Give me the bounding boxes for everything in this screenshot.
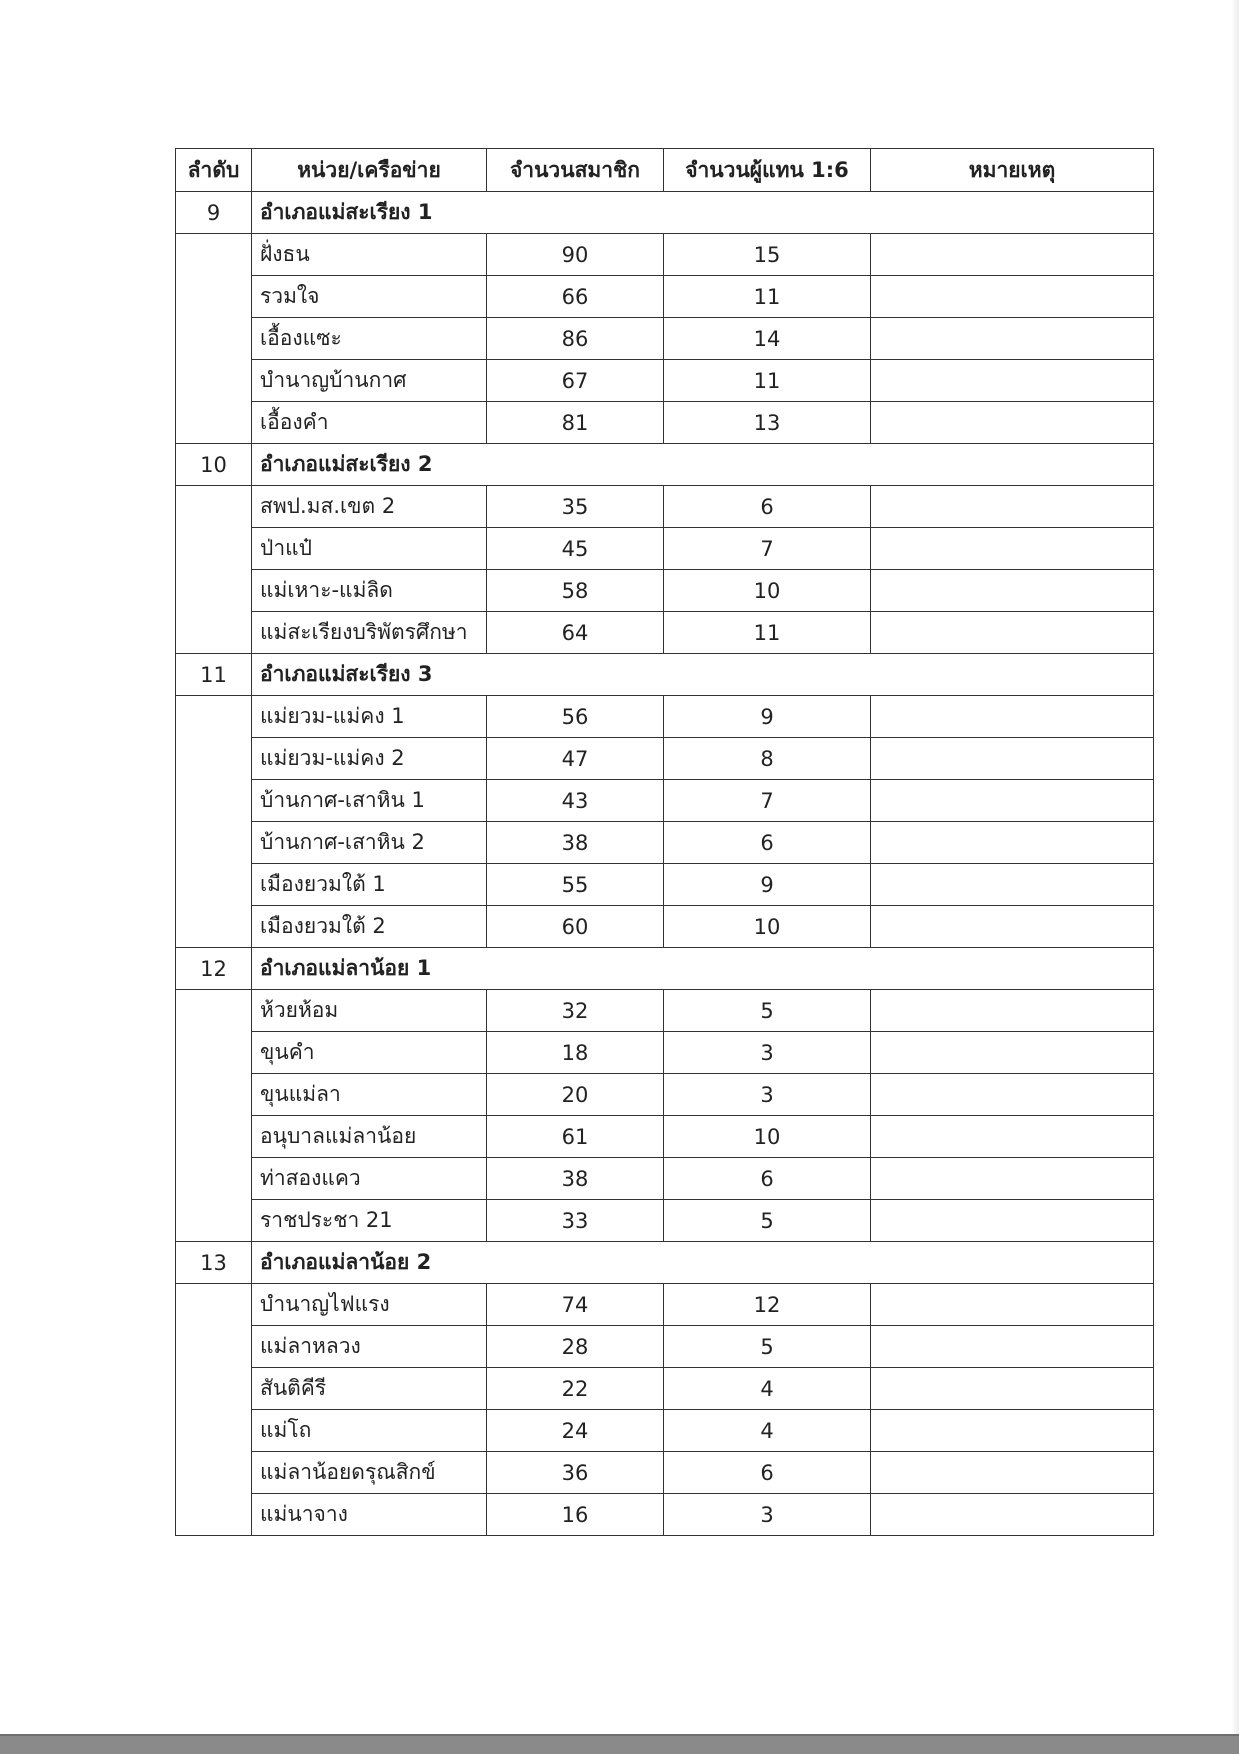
members-cell: 32 — [487, 990, 664, 1032]
order-spacer-cell — [176, 234, 252, 444]
representatives-cell: 6 — [664, 1158, 871, 1200]
representatives-cell: 11 — [664, 276, 871, 318]
table-row — [176, 570, 1154, 612]
table-row — [176, 822, 1154, 864]
note-cell — [871, 780, 1154, 822]
representatives-cell: 5 — [664, 990, 871, 1032]
unit-cell: เมืองยวมใต้ 1 — [252, 864, 487, 906]
unit-cell: สพป.มส.เขต 2 — [252, 486, 487, 528]
members-cell: 47 — [487, 738, 664, 780]
representatives-cell: 13 — [664, 402, 871, 444]
table-row — [176, 402, 1154, 444]
unit-cell: บำนาญบ้านกาศ — [252, 360, 487, 402]
note-cell — [871, 906, 1154, 948]
unit-cell: ขุนแม่ลา — [252, 1074, 487, 1116]
note-cell — [871, 1284, 1154, 1326]
table-row — [176, 1116, 1154, 1158]
table-row — [176, 1410, 1154, 1452]
members-cell: 18 — [487, 1032, 664, 1074]
table-row — [176, 1074, 1154, 1116]
order-spacer-cell — [176, 486, 252, 654]
members-cell: 45 — [487, 528, 664, 570]
unit-cell: บำนาญไฟแรง — [252, 1284, 487, 1326]
note-cell — [871, 1368, 1154, 1410]
group-row — [176, 654, 1154, 696]
unit-cell: ขุนคำ — [252, 1032, 487, 1074]
order-spacer-cell — [176, 1284, 252, 1536]
representatives-cell: 10 — [664, 570, 871, 612]
note-cell — [871, 864, 1154, 906]
note-cell — [871, 234, 1154, 276]
note-cell — [871, 990, 1154, 1032]
members-cell: 28 — [487, 1326, 664, 1368]
order-spacer-cell — [176, 990, 252, 1242]
unit-cell: แม่นาจาง — [252, 1494, 487, 1536]
unit-cell: แม่เหาะ-แม่ลิด — [252, 570, 487, 612]
representatives-cell: 11 — [664, 612, 871, 654]
note-cell — [871, 360, 1154, 402]
representatives-cell: 5 — [664, 1200, 871, 1242]
unit-cell: แม่ลาน้อยดรุณสิกข์ — [252, 1452, 487, 1494]
representatives-cell: 11 — [664, 360, 871, 402]
table-row — [176, 864, 1154, 906]
members-cell: 38 — [487, 822, 664, 864]
note-cell — [871, 1116, 1154, 1158]
note-cell — [871, 1032, 1154, 1074]
group-row — [176, 444, 1154, 486]
table-row — [176, 1326, 1154, 1368]
note-cell — [871, 1074, 1154, 1116]
note-cell — [871, 402, 1154, 444]
representatives-cell: 3 — [664, 1074, 871, 1116]
representatives-cell: 4 — [664, 1368, 871, 1410]
representatives-cell: 7 — [664, 780, 871, 822]
members-cell: 43 — [487, 780, 664, 822]
representatives-cell: 9 — [664, 864, 871, 906]
unit-cell: สันติคีรี — [252, 1368, 487, 1410]
members-cell: 64 — [487, 612, 664, 654]
members-cell: 36 — [487, 1452, 664, 1494]
table-row — [176, 1452, 1154, 1494]
group-order: 11 — [176, 654, 252, 696]
table-row — [176, 528, 1154, 570]
members-cell: 24 — [487, 1410, 664, 1452]
members-cell: 66 — [487, 276, 664, 318]
group-name: อำเภอแม่สะเรียง 3 — [252, 654, 1154, 696]
table-row — [176, 276, 1154, 318]
page-edge-shadow — [1231, 0, 1239, 1754]
unit-cell: เอื้องแซะ — [252, 318, 487, 360]
group-name: อำเภอแม่ลาน้อย 1 — [252, 948, 1154, 990]
note-cell — [871, 276, 1154, 318]
group-name: อำเภอแม่สะเรียง 2 — [252, 444, 1154, 486]
table-row — [176, 696, 1154, 738]
note-cell — [871, 1494, 1154, 1536]
group-name: อำเภอแม่ลาน้อย 2 — [252, 1242, 1154, 1284]
scan-bottom-border — [0, 1734, 1239, 1754]
representatives-cell: 4 — [664, 1410, 871, 1452]
unit-cell: แม่ยวม-แม่คง 1 — [252, 696, 487, 738]
note-cell — [871, 1410, 1154, 1452]
members-cell: 58 — [487, 570, 664, 612]
representatives-cell: 12 — [664, 1284, 871, 1326]
table-row — [176, 318, 1154, 360]
members-cell: 55 — [487, 864, 664, 906]
members-cell: 20 — [487, 1074, 664, 1116]
table-row — [176, 1284, 1154, 1326]
note-cell — [871, 1452, 1154, 1494]
table-row — [176, 1158, 1154, 1200]
unit-cell: เอื้องคำ — [252, 402, 487, 444]
members-cell: 22 — [487, 1368, 664, 1410]
group-row — [176, 192, 1154, 234]
members-cell: 33 — [487, 1200, 664, 1242]
note-cell — [871, 1158, 1154, 1200]
representatives-cell: 6 — [664, 822, 871, 864]
note-cell — [871, 822, 1154, 864]
representatives-cell: 15 — [664, 234, 871, 276]
representatives-cell: 14 — [664, 318, 871, 360]
header-order: ลำดับ — [176, 149, 252, 192]
header-row — [176, 149, 1154, 192]
table-row — [176, 990, 1154, 1032]
representatives-cell: 8 — [664, 738, 871, 780]
unit-cell: แม่ยวม-แม่คง 2 — [252, 738, 487, 780]
table-row — [176, 486, 1154, 528]
note-cell — [871, 1326, 1154, 1368]
unit-cell: เมืองยวมใต้ 2 — [252, 906, 487, 948]
header-unit: หน่วย/เครือข่าย — [252, 149, 487, 192]
unit-cell: อนุบาลแม่ลาน้อย — [252, 1116, 487, 1158]
header-note: หมายเหตุ — [871, 149, 1154, 192]
table-row — [176, 1200, 1154, 1242]
table-row — [176, 1032, 1154, 1074]
group-row — [176, 948, 1154, 990]
table-body — [176, 192, 1154, 1536]
representatives-cell: 6 — [664, 486, 871, 528]
table-row — [176, 780, 1154, 822]
table-row — [176, 1494, 1154, 1536]
members-cell: 38 — [487, 1158, 664, 1200]
note-cell — [871, 318, 1154, 360]
table-row — [176, 738, 1154, 780]
representatives-cell: 3 — [664, 1494, 871, 1536]
members-cell: 90 — [487, 234, 664, 276]
note-cell — [871, 486, 1154, 528]
note-cell — [871, 612, 1154, 654]
note-cell — [871, 738, 1154, 780]
unit-cell: แม่โถ — [252, 1410, 487, 1452]
representatives-cell: 5 — [664, 1326, 871, 1368]
group-order: 9 — [176, 192, 252, 234]
note-cell — [871, 696, 1154, 738]
unit-cell: แม่ลาหลวง — [252, 1326, 487, 1368]
members-cell: 60 — [487, 906, 664, 948]
representatives-cell: 9 — [664, 696, 871, 738]
table-row — [176, 906, 1154, 948]
members-cell: 86 — [487, 318, 664, 360]
members-cell: 81 — [487, 402, 664, 444]
note-cell — [871, 528, 1154, 570]
table-row — [176, 234, 1154, 276]
members-cell: 16 — [487, 1494, 664, 1536]
group-order: 12 — [176, 948, 252, 990]
members-cell: 61 — [487, 1116, 664, 1158]
representatives-cell: 3 — [664, 1032, 871, 1074]
table-row — [176, 1368, 1154, 1410]
unit-cell: ป่าแป๋ — [252, 528, 487, 570]
group-order: 13 — [176, 1242, 252, 1284]
group-row — [176, 1242, 1154, 1284]
unit-cell: รวมใจ — [252, 276, 487, 318]
representatives-cell: 7 — [664, 528, 871, 570]
note-cell — [871, 570, 1154, 612]
group-order: 10 — [176, 444, 252, 486]
order-spacer-cell — [176, 696, 252, 948]
members-cell: 35 — [487, 486, 664, 528]
members-cell: 74 — [487, 1284, 664, 1326]
members-cell: 56 — [487, 696, 664, 738]
unit-cell: ท่าสองแคว — [252, 1158, 487, 1200]
table-header — [176, 149, 1154, 192]
unit-cell: บ้านกาศ-เสาหิน 1 — [252, 780, 487, 822]
table-row — [176, 612, 1154, 654]
note-cell — [871, 1200, 1154, 1242]
members-table — [175, 148, 1154, 1536]
representatives-cell: 10 — [664, 1116, 871, 1158]
header-representatives: จำนวนผู้แทน 1:6 — [664, 149, 871, 192]
unit-cell: ฝั่งธน — [252, 234, 487, 276]
representatives-cell: 6 — [664, 1452, 871, 1494]
unit-cell: ห้วยห้อม — [252, 990, 487, 1032]
table-row — [176, 360, 1154, 402]
unit-cell: ราชประชา 21 — [252, 1200, 487, 1242]
group-name: อำเภอแม่สะเรียง 1 — [252, 192, 1154, 234]
unit-cell: แม่สะเรียงบริพัตรศึกษา — [252, 612, 487, 654]
header-members: จำนวนสมาชิก — [487, 149, 664, 192]
unit-cell: บ้านกาศ-เสาหิน 2 — [252, 822, 487, 864]
members-cell: 67 — [487, 360, 664, 402]
representatives-cell: 10 — [664, 906, 871, 948]
